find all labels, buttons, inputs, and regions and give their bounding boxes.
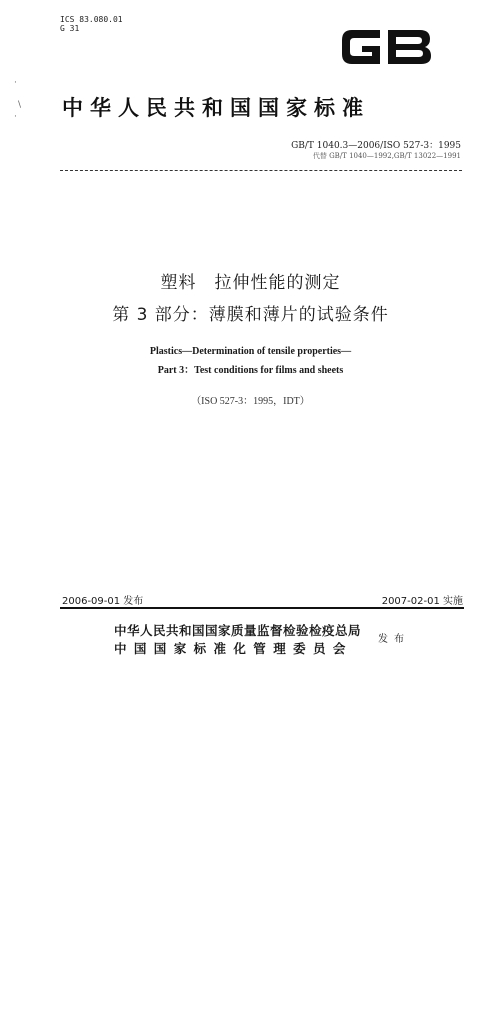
issuer-sac: 中国国家标准化管理委员会 [114, 641, 353, 656]
issue-label: 发布 [378, 634, 410, 645]
scan-mark-icon: · [14, 112, 17, 122]
title-english-line-2: Part 3：Test conditions for films and sheets [157, 365, 344, 376]
title-chinese-line-2: 第 3 部分：薄膜和薄片的试验条件 [112, 305, 389, 325]
iso-equivalence: （ISO 527-3：1995，IDT） [191, 396, 310, 407]
ics-code [60, 15, 123, 33]
standard-code: GB/T 1040.3—2006/ISO 527-3：1995 [291, 141, 461, 151]
issuer-aqsiq: 中华人民共和国国家质量监督检验检疫总局 [114, 623, 362, 638]
footer-divider [60, 607, 464, 609]
gb-logo-text: GB [385, 72, 387, 73]
scan-mark-icon: · [14, 78, 17, 88]
title-chinese-line-1: 塑料 拉伸性能的测定 [160, 273, 341, 293]
title-english-line-1: Plastics—Determination of tensile properties— [149, 346, 352, 357]
scan-mark-icon: \ [18, 100, 22, 110]
header-divider [60, 170, 462, 171]
effective-date: 2007-02-01 实施 [381, 596, 463, 607]
gb-logo [336, 20, 436, 74]
ics-line-2: G 31 [60, 24, 80, 33]
issued-date: 2006-09-01 发布 [62, 596, 144, 607]
national-standard-title: 中华人民共和国国家标准 [62, 95, 370, 120]
replaces-note: 代替 GB/T 1040—1992,GB/T 13022—1991 [312, 152, 461, 160]
ics-line-1: ICS 83.080.01 [60, 15, 123, 24]
